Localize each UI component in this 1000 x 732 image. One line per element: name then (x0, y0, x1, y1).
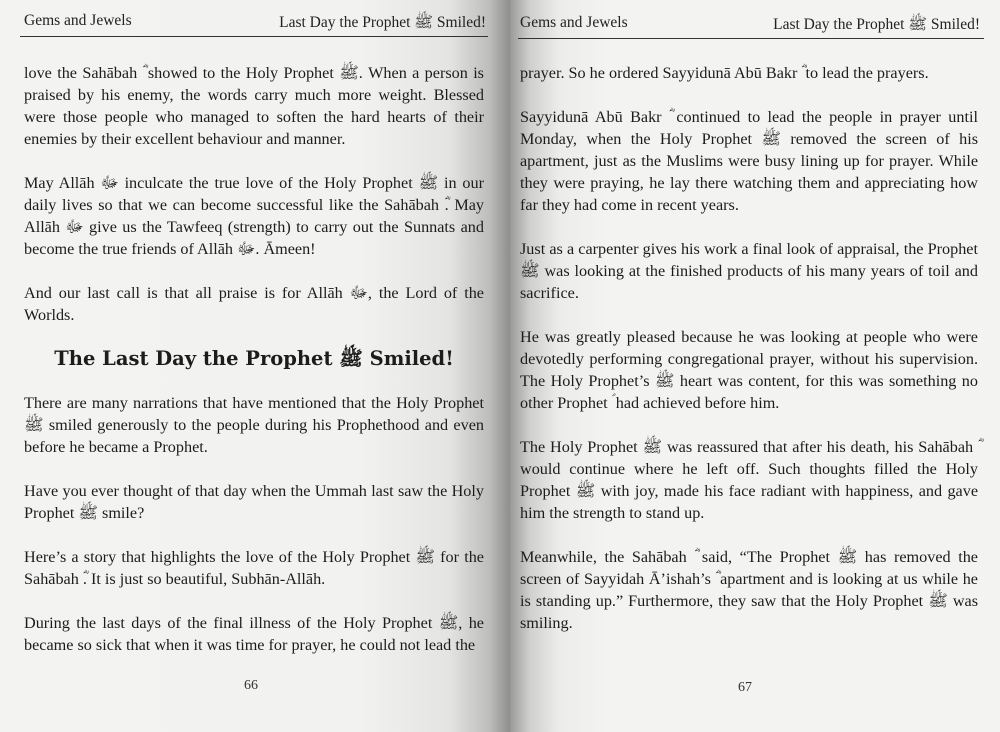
running-head-book-title: Gems and Jewels (520, 14, 628, 31)
paragraph: There are many narrations that have mentioned that the Holy Prophet ﷺ smiled generously to the people during his Prophethood and even before he became a Prophet. (24, 394, 484, 456)
paragraph: Here’s a story that highlights the love of the Holy Prophet ﷺ for the Sahābah ؓ. It is just so beautiful, Subhān-Allāh. (24, 548, 484, 588)
paragraph: He was greatly pleased because he was looking at people who were devotedly performing congregational prayer, without his supervision. The Holy Prophet’s ﷺ heart was content, for this was something no other Prophet ؑ had achieved before him. (520, 328, 978, 412)
page-number: 66 (244, 678, 258, 693)
right-page-body (520, 62, 978, 656)
paragraph: May Allāh ﷻ inculcate the true love of the Holy Prophet ﷺ in our daily lives so that we can become successful like the Sahābah ؓ. May Allāh ﷻ give us the Tawfeeq (strength) to carry out the Sunnats and become the true friends of Allāh ﷻ. Āmeen! (24, 174, 484, 258)
section-heading: The Last Day the Prophet ﷺ Smiled! (54, 347, 454, 370)
header-rule (20, 36, 488, 37)
running-head-chapter-title: Last Day the Prophet ﷺ Smiled! (279, 14, 486, 31)
right-page (510, 0, 1000, 732)
paragraph: The Holy Prophet ﷺ was reassured that after his death, his Sahābah ؓ would continue where he left off. Such thoughts filled the Holy Prophet ﷺ with joy, made his face radiant with happiness, and gave him the strength to stand up. (520, 438, 979, 522)
paragraph: Sayyidunā Abū Bakr ؓ continued to lead the people in prayer until Monday, when the Holy Prophet ﷺ removed the screen of his apartment, just as the Muslims were busy lining up for prayer. While they were praying, he lay there watching them and appreciating how far they had come in recent years. (520, 108, 978, 214)
running-head-chapter-title: Last Day the Prophet ﷺ Smiled! (773, 16, 980, 33)
paragraph: And our last call is that all praise is for Allāh ﷻ, the Lord of the Worlds. (24, 284, 484, 324)
paragraph: Meanwhile, the Sahābah ؓ said, “The Prophet ﷺ has removed the screen of Sayyidah Ā’ishah’s ؓ apartment and is looking at us while he is standing up.” Furthermore, they saw that the Holy Prophet ﷺ was smiling. (520, 548, 978, 632)
paragraph: During the last days of the final illness of the Holy Prophet ﷺ, he became so sick that when it was time for prayer, he could not lead the (24, 614, 484, 654)
paragraph: love the Sahābah ؓ showed to the Holy Prophet ﷺ. When a person is praised by his enemy, the words carry much more weight. Blessed were those people who managed to soften the hard hearts of their enemies by their excellent behaviour and manner. (24, 64, 484, 148)
paragraph: prayer. So he ordered Sayyidunā Abū Bakr ؓ to lead the prayers. (520, 64, 929, 82)
paragraph: Have you ever thought of that day when the Ummah last saw the Holy Prophet ﷺ smile? (24, 482, 484, 522)
header-rule (518, 38, 984, 39)
page-number: 67 (738, 680, 752, 695)
left-page-body (24, 62, 484, 678)
paragraph: Just as a carpenter gives his work a final look of appraisal, the Prophet ﷺ was looking at the finished products of his many years of toil and sacrifice. (520, 240, 978, 302)
running-head-book-title: Gems and Jewels (24, 12, 132, 29)
